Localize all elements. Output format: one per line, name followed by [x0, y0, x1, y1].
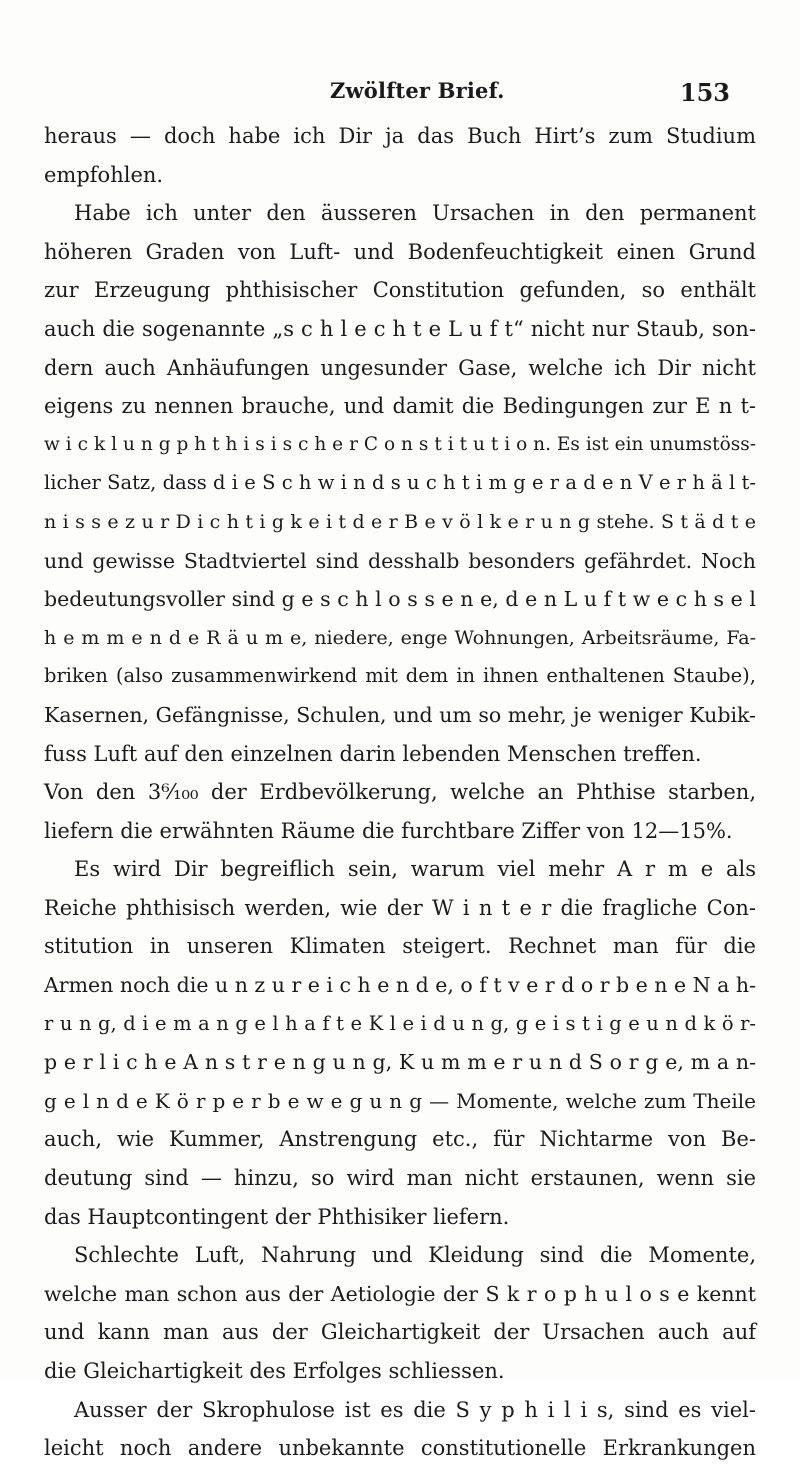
- text-line: leicht noch andere unbekannte constitutionelle Erkrankungen: [44, 1436, 756, 1461]
- text-line: w i c k l u n g p h t h i s i s c h e r C o n s t i t u t i o n. Es ist ein unumstöss-: [44, 433, 756, 455]
- text-line: Armen noch die u n z u r e i c h e n d e, o f t v e r d o r b e n e N a h-: [44, 973, 756, 998]
- text-line: stitution in unseren Klimaten steigert. Rechnet man für die: [44, 934, 756, 959]
- running-title: Zwölfter Brief.: [330, 78, 505, 103]
- text-line: Habe ich unter den äusseren Ursachen in den permanent: [74, 201, 756, 226]
- text-line: p e r l i c h e A n s t r e n g u n g, K u m m e r u n d S o r g e, m a n-: [44, 1050, 756, 1075]
- text-line: dern auch Anhäufungen ungesunder Gase, welche ich Dir nicht: [44, 355, 756, 380]
- text-line: n i s s e z u r D i c h t i g k e i t d e r B e v ö l k e r u n g stehe. S t ä d t e: [44, 510, 756, 533]
- text-line: die Gleichartigkeit des Erfolges schliessen.: [44, 1359, 505, 1383]
- text-line: fuss Luft auf den einzelnen darin lebenden Menschen treffen.: [44, 741, 702, 766]
- text-line: und gewisse Stadtviertel sind desshalb besonders gefährdet. Noch: [44, 548, 756, 573]
- text-line: h e m m e n d e R ä u m e, niedere, enge Wohnungen, Arbeitsräume, Fa-: [44, 626, 756, 649]
- text-line: das Hauptcontingent der Phthisiker liefern.: [44, 1204, 510, 1229]
- text-line: Es wird Dir begreiflich sein, warum viel mehr A r m e als: [74, 857, 756, 882]
- text-line: liefern die erwähnten Räume die furchtbare Ziffer von 12—15%.: [44, 818, 733, 843]
- text-line: licher Satz, dass d i e S c h w i n d s u c h t i m g e r a d e n V e r h ä l t-: [44, 471, 756, 495]
- text-line: briken (also zusammenwirkend mit dem in ihnen enthaltenen Staube),: [44, 664, 756, 688]
- text-line: Ausser der Skrophulose ist es die S y p h i l i s, sind es viel-: [74, 1397, 756, 1422]
- page-number: 153: [679, 78, 730, 107]
- text-line: g e l n d e K ö r p e r b e w e g u n g — Momente, welche zum Theile: [44, 1088, 756, 1113]
- text-line: bedeutungsvoller sind g e s c h l o s s e n e, d e n L u f t w e c h s e l: [44, 587, 756, 612]
- text-line: deutung sind — hinzu, so wird man nicht erstaunen, wenn sie: [44, 1166, 756, 1191]
- text-line: auch, wie Kummer, Anstrengung etc., für Nichtarme von Be-: [44, 1127, 756, 1152]
- body-text: [44, 117, 756, 1468]
- text-line: Reiche phthisisch werden, wie der W i n t e r die fragliche Con-: [44, 895, 756, 920]
- text-line: Von den 3⁶⁄₁₀₀ der Erdbevölkerung, welche an Phthise starben,: [44, 780, 756, 805]
- text-line: welche man schon aus der Aetiologie der S k r o p h u l o s e kennt: [44, 1281, 756, 1306]
- text-line: auch die sogenannte „s c h l e c h t e L u f t“ nicht nur Staub, son-: [44, 316, 756, 341]
- text-line: eigens zu nennen brauche, und damit die Bedingungen zur E n t-: [44, 394, 756, 419]
- text-line: Kasernen, Gefängnisse, Schulen, und um so mehr, je weniger Kubik-: [44, 702, 756, 727]
- text-line: höheren Graden von Luft- und Bodenfeuchtigkeit einen Grund: [44, 239, 756, 264]
- text-line: und kann man aus der Gleichartigkeit der Ursachen auch auf: [44, 1320, 756, 1345]
- text-line: r u n g, d i e m a n g e l h a f t e K l e i d u n g, g e i s t i g e u n d k ö r-: [44, 1011, 756, 1035]
- text-line: zur Erzeugung phthisischer Constitution gefunden, so enthält: [44, 278, 756, 303]
- text-line: empfohlen.: [44, 162, 164, 187]
- text-line: Schlechte Luft, Nahrung und Kleidung sind die Momente,: [74, 1243, 756, 1268]
- text-line: heraus — doch habe ich Dir ja das Buch Hirt’s zum Studium: [44, 124, 756, 148]
